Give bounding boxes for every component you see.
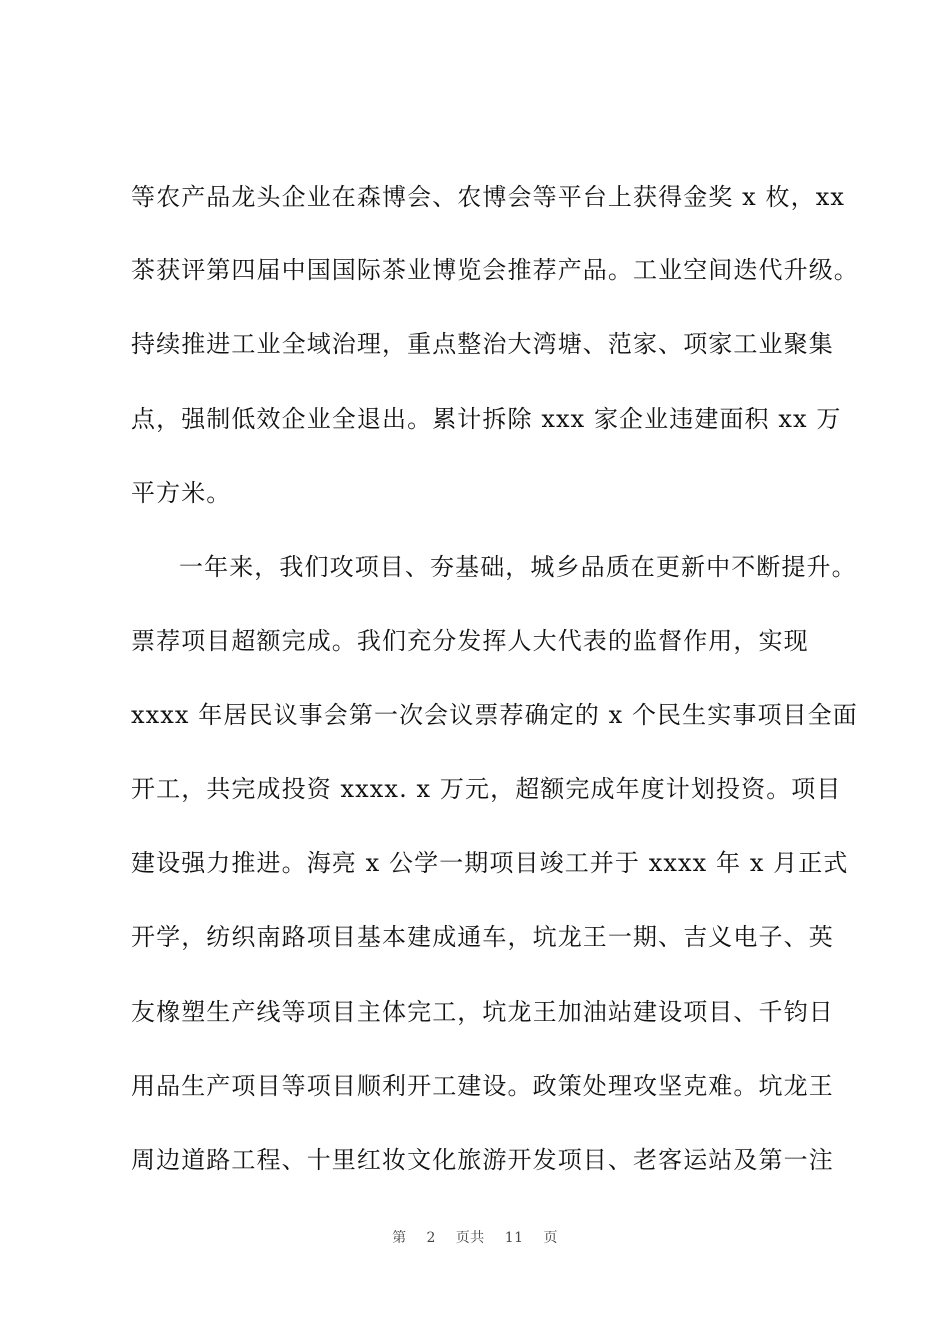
- paragraph-line: 等农产品龙头企业在森博会、农博会等平台上获得金奖 x 枚，xx: [131, 183, 845, 211]
- paragraph-line: 开学，纺织南路项目基本建成通车，坑龙王一期、吉义电子、英: [131, 923, 834, 951]
- paragraph-line: 友橡塑生产线等项目主体完工，坑龙王加油站建设项目、千钧日: [131, 998, 834, 1026]
- footer-total-pages: 11: [504, 1230, 524, 1246]
- footer-prefix: 第: [392, 1230, 407, 1246]
- paragraph-line: 票荐项目超额完成。我们充分发挥人大代表的监督作用，实现: [131, 627, 809, 655]
- paragraph-line: 周边道路工程、十里红妆文化旅游开发项目、老客运站及第一注: [131, 1146, 834, 1174]
- footer-suffix: 页: [543, 1230, 558, 1246]
- paragraph-line: 持续推进工业全域治理，重点整治大湾塘、范家、项家工业聚集: [131, 330, 834, 358]
- footer-page-number: 2: [426, 1230, 436, 1246]
- paragraph-line: 一年来，我们攻项目、夯基础，城乡品质在更新中不断提升。: [179, 553, 857, 581]
- footer-middle-text: 页共: [455, 1230, 485, 1246]
- paragraph-line: 建设强力推进。海亮 x 公学一期项目竣工并于 xxxx 年 x 月正式: [131, 849, 849, 877]
- paragraph-line: 开工，共完成投资 xxxx. x 万元，超额完成年度计划投资。项目: [131, 775, 842, 803]
- paragraph-line: 平方米。: [131, 479, 232, 507]
- page-footer: [0, 1228, 950, 1248]
- paragraph-line: 用品生产项目等项目顺利开工建设。政策处理攻坚克难。坑龙王: [131, 1072, 834, 1100]
- paragraph-line: 茶获评第四届中国国际茶业博览会推荐产品。工业空间迭代升级。: [131, 256, 859, 284]
- paragraph-line: xxxx 年居民议事会第一次会议票荐确定的 x 个民生实事项目全面: [131, 701, 858, 729]
- paragraph-line: 点，强制低效企业全退出。累计拆除 xxx 家企业违建面积 xx 万: [131, 405, 842, 433]
